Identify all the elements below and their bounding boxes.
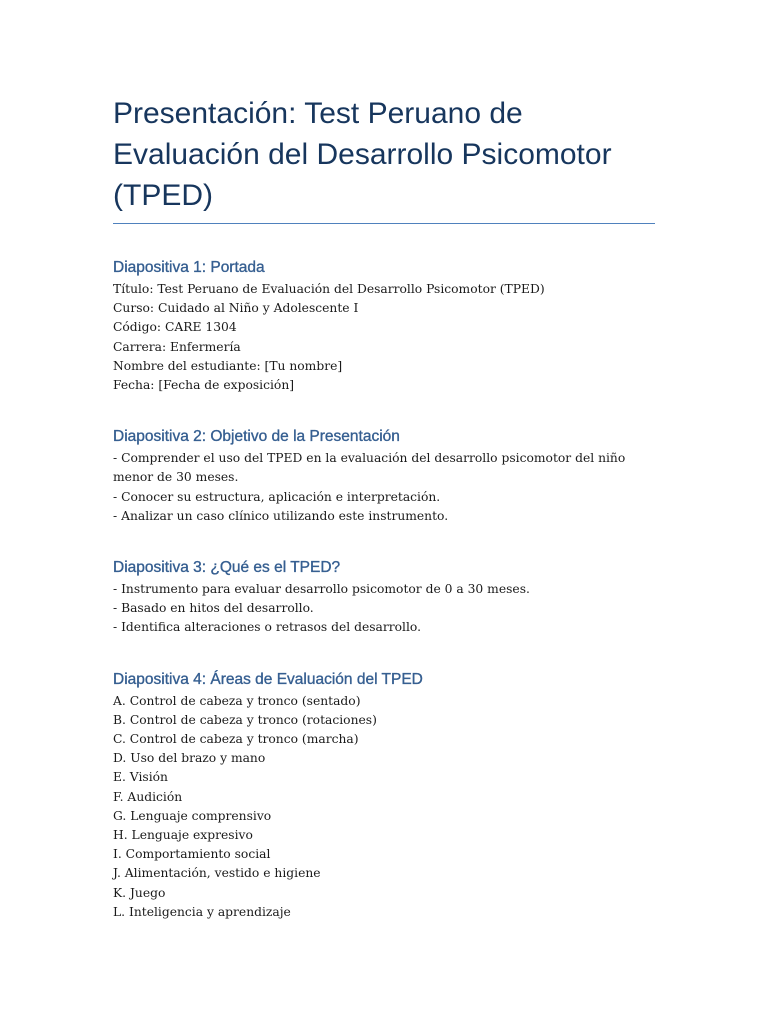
body-line: - Conocer su estructura, aplicación e interpretación. <box>113 489 441 504</box>
body-line: Fecha: [Fecha de exposición] <box>113 378 295 393</box>
section-heading: Diapositiva 3: ¿Qué es el TPED? <box>113 559 341 577</box>
body-line: H. Lenguaje expresivo <box>113 828 253 843</box>
section-body <box>113 580 655 638</box>
body-line: I. Comportamiento social <box>113 847 271 862</box>
section-slide-2 <box>113 427 655 526</box>
body-line: Código: CARE 1304 <box>113 320 237 335</box>
body-line: - Analizar un caso clínico utilizando este instrumento. <box>113 508 449 523</box>
body-line: Título: Test Peruano de Evaluación del Desarrollo Psicomotor (TPED) <box>113 282 545 296</box>
body-line: L. Inteligencia y aprendizaje <box>113 904 291 919</box>
section-heading: Diapositiva 4: Áreas de Evaluación del TPED <box>113 670 423 688</box>
section-heading: Diapositiva 2: Objetivo de la Presentación <box>113 428 400 446</box>
document-title: Presentación: Test Peruano de Evaluación del Desarrollo Psicomotor (TPED) <box>113 93 655 224</box>
body-line: D. Uso del brazo y mano <box>113 751 266 766</box>
section-body <box>113 692 655 922</box>
body-line: G. Lenguaje comprensivo <box>113 808 272 823</box>
body-line: - Comprender el uso del TPED en la evaluación del desarrollo psicomotor del niño menor de 30 meses. <box>113 451 626 485</box>
body-line: E. Visión <box>113 770 168 785</box>
body-line: - Instrumento para evaluar desarrollo psicomotor de 0 a 30 meses. <box>113 582 530 597</box>
section-body <box>113 280 655 395</box>
section-slide-1 <box>113 258 655 395</box>
body-line: B. Control de cabeza y tronco (rotaciones) <box>113 712 377 727</box>
body-line: C. Control de cabeza y tronco (marcha) <box>113 732 359 747</box>
section-body <box>113 449 655 526</box>
body-line: J. Alimentación, vestido e higiene <box>113 866 321 881</box>
section-slide-4 <box>113 670 655 922</box>
section-heading: Diapositiva 1: Portada <box>113 259 265 276</box>
section-slide-3 <box>113 558 655 638</box>
body-line: - Identifica alteraciones o retrasos del desarrollo. <box>113 620 421 635</box>
body-line: F. Audición <box>113 789 183 804</box>
body-line: Curso: Cuidado al Niño y Adolescente I <box>113 301 359 316</box>
body-line: - Basado en hitos del desarrollo. <box>113 601 314 616</box>
body-line: Nombre del estudiante: [Tu nombre] <box>113 358 343 373</box>
body-line: A. Control de cabeza y tronco (sentado) <box>113 693 361 708</box>
body-line: Carrera: Enfermería <box>113 339 241 354</box>
body-line: K. Juego <box>113 885 166 900</box>
